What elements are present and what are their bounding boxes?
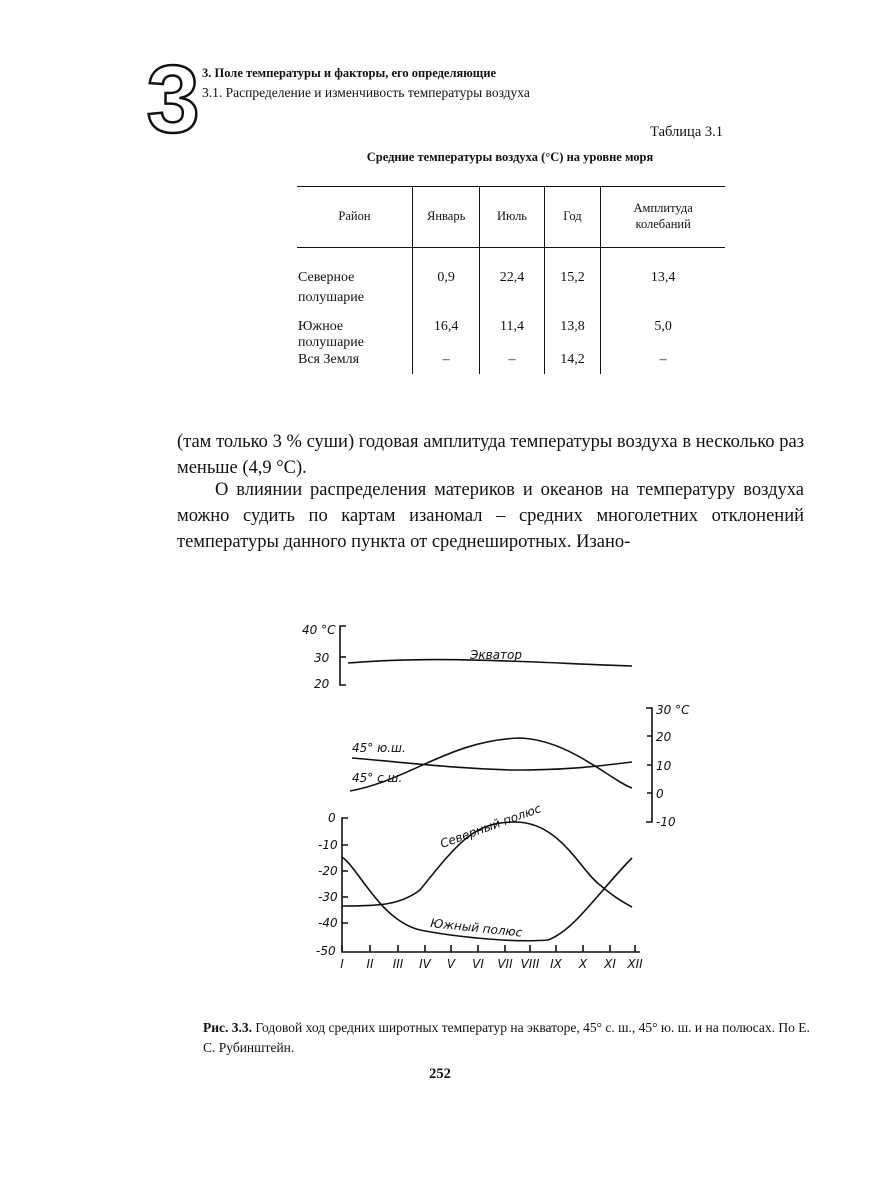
top-tick-30: 30 (314, 651, 330, 665)
month-label: III (392, 957, 404, 971)
equator-label: Экватор (470, 648, 523, 662)
month-label: II (366, 957, 374, 971)
top-unit-label: 40 °С (302, 623, 336, 637)
month-label: XI (604, 957, 616, 971)
body-paragraph-1: (там только 3 % суши) годовая амплитуда температуры воздуха в несколько раз меньше (4,9 °С). (177, 432, 804, 478)
label-45-south: 45° ю.ш. (352, 741, 406, 755)
cell-year: 15,2 (544, 248, 601, 310)
cell-july: 22,4 (480, 248, 544, 310)
bottom-tick-minus10: -10 (318, 838, 338, 852)
month-label: I (340, 957, 344, 971)
month-label: XII (627, 957, 643, 971)
middle-tick-0: 0 (656, 787, 664, 801)
column-header-region: Район (297, 187, 412, 248)
table-row (297, 248, 725, 310)
month-label: VI (472, 957, 484, 971)
table-number: Таблица 3.1 (650, 124, 723, 140)
bottom-tick-minus50: -50 (316, 944, 336, 958)
cell-amplitude: 5,0 (654, 319, 672, 334)
caption-text: Годовой ход средних широтных температур на экваторе, 45° с. ш., 45° ю. ш. и на полюсах. По Е. С. Рубинштейн. (203, 1020, 810, 1055)
table-title: Средние температуры воздуха (°С) на уровне моря (366, 150, 654, 164)
figure-caption (203, 1018, 823, 1058)
chapter-title: 3. Поле температуры и факторы, его определяющие (202, 66, 497, 80)
top-tick-20: 20 (314, 677, 330, 691)
south-pole-label: Южный полюс (429, 916, 523, 940)
curve-45-south (352, 758, 632, 770)
figure-temperature-curves (290, 600, 690, 980)
month-label: V (446, 957, 456, 971)
cell-january: 16,4 (412, 309, 480, 352)
column-header-january: Январь (412, 187, 480, 248)
column-header-july: Июль (480, 187, 544, 248)
cell-amplitude: – (659, 352, 667, 367)
month-label: VIII (520, 957, 540, 971)
cell-january: 0,9 (412, 248, 480, 310)
page-number: 252 (429, 1066, 451, 1082)
cell-region: Северное полушарие (297, 248, 412, 310)
bottom-tick-0: 0 (328, 811, 336, 825)
chapter-number-glyph (146, 46, 200, 153)
cell-january: – (412, 352, 480, 374)
month-label: VII (497, 957, 513, 971)
cell-year: 13,8 (544, 309, 601, 352)
bottom-panel-x-ticks (342, 945, 635, 952)
temperature-table (297, 186, 725, 374)
cell-region: Южное полушарие (297, 309, 412, 352)
north-pole-label: Северный полюс (438, 801, 543, 851)
bottom-tick-minus40: -40 (318, 916, 338, 930)
middle-tick-minus10: -10 (656, 815, 676, 829)
cell-july: – (480, 352, 544, 374)
cell-july: 11,4 (480, 309, 544, 352)
month-label: X (578, 957, 588, 971)
cell-amplitude: 13,4 (650, 270, 676, 285)
label-45-north: 45° с.ш. (352, 771, 403, 785)
middle-unit-label: 30 °С (656, 703, 690, 717)
caption-prefix: Рис. 3.3. (203, 1020, 253, 1035)
column-header-year: Год (544, 187, 601, 248)
bottom-tick-minus20: -20 (318, 864, 338, 878)
month-label: IX (550, 957, 562, 971)
middle-tick-20: 20 (656, 730, 672, 744)
column-header-amplitude: Амплитуда колебаний (601, 187, 725, 248)
bottom-tick-minus30: -30 (318, 890, 338, 904)
body-paragraph-2: О влиянии распределения материков и океанов на температуру воздуха можно судить по картам изаномал – средних многолетних отклонений температуры данного пункта от среднеширотных. Изано- (177, 480, 804, 552)
chapter-number: 3 (146, 46, 200, 153)
cell-region: Вся Земля (297, 352, 412, 374)
table-header-row (297, 187, 725, 248)
section-title: 3.1. Распределение и изменчивость температуры воздуха (202, 85, 530, 100)
cell-year: 14,2 (544, 352, 601, 374)
top-panel-axis (340, 626, 346, 685)
table-row (297, 352, 725, 374)
month-label: IV (419, 957, 431, 971)
table-row (297, 309, 725, 352)
middle-tick-10: 10 (656, 759, 672, 773)
